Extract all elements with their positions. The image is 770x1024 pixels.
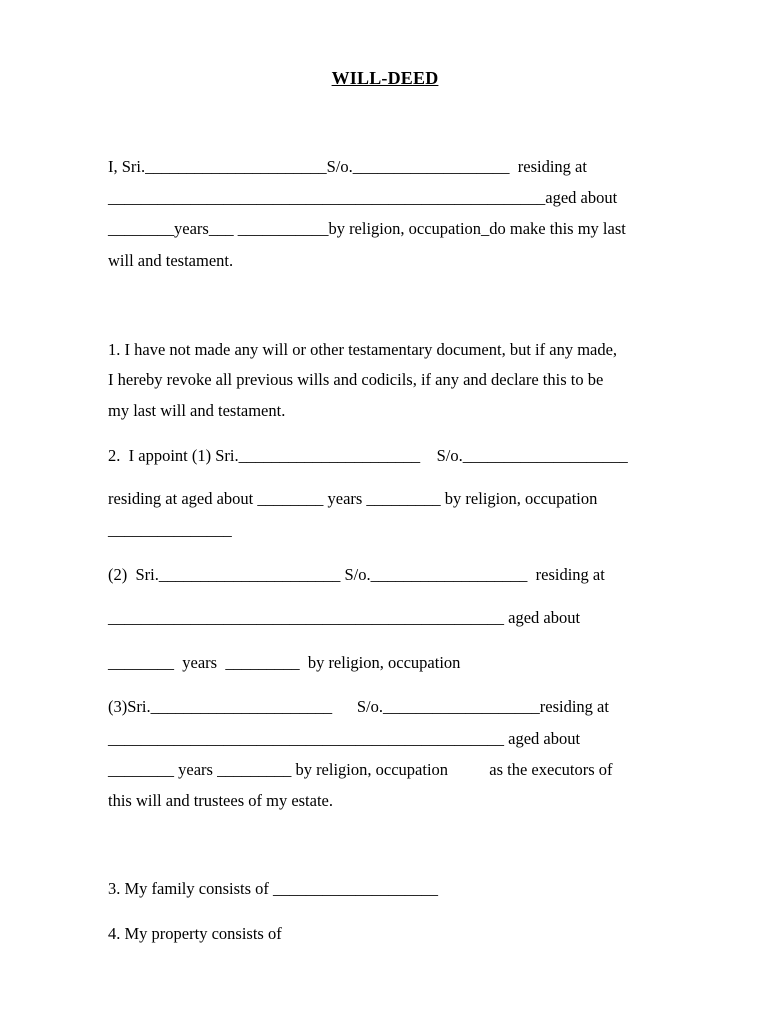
- clause-4-line: 4. My property consists of: [108, 924, 282, 943]
- executor-3-line-3: ________ years _________ by religion, occupation as the executors of: [108, 760, 613, 779]
- clause-2-line-2: residing at aged about ________ years _________ by religion, occupation: [108, 489, 598, 508]
- intro-line-4: will and testament.: [108, 251, 234, 270]
- executor-3-line-2: ________________________________________________ aged about: [108, 729, 581, 748]
- executor-2-line-3: ________ years _________ by religion, occupation: [108, 653, 461, 672]
- clause-1-line-3: my last will and testament.: [108, 401, 286, 420]
- clause-1-line-1: 1. I have not made any will or other testamentary document, but if any made,: [108, 340, 618, 359]
- clause-1-line-2: I hereby revoke all previous wills and codicils, if any and declare this to be: [108, 370, 604, 389]
- executor-2-line-1: (2) Sri.______________________ S/o.___________________ residing at: [108, 565, 605, 584]
- clause-2-line-3: _______________: [108, 520, 232, 539]
- document-title: WILL-DEED: [331, 68, 439, 88]
- intro-line-3: ________years___ ___________by religion, occupation_do make this my last: [108, 219, 626, 238]
- executor-3-line-4: this will and trustees of my estate.: [108, 791, 333, 810]
- clause-2-line-1: 2. I appoint (1) Sri.______________________ S/o.____________________: [108, 446, 628, 465]
- executor-3-line-1: (3)Sri.______________________ S/o.___________________residing at: [108, 697, 609, 716]
- intro-line-2: _____________________________________________________aged about: [108, 188, 618, 207]
- clause-3-line: 3. My family consists of ____________________: [108, 879, 438, 898]
- executor-2-line-2: ________________________________________________ aged about: [108, 608, 581, 627]
- intro-line-1: I, Sri.______________________S/o.___________________ residing at: [108, 157, 587, 176]
